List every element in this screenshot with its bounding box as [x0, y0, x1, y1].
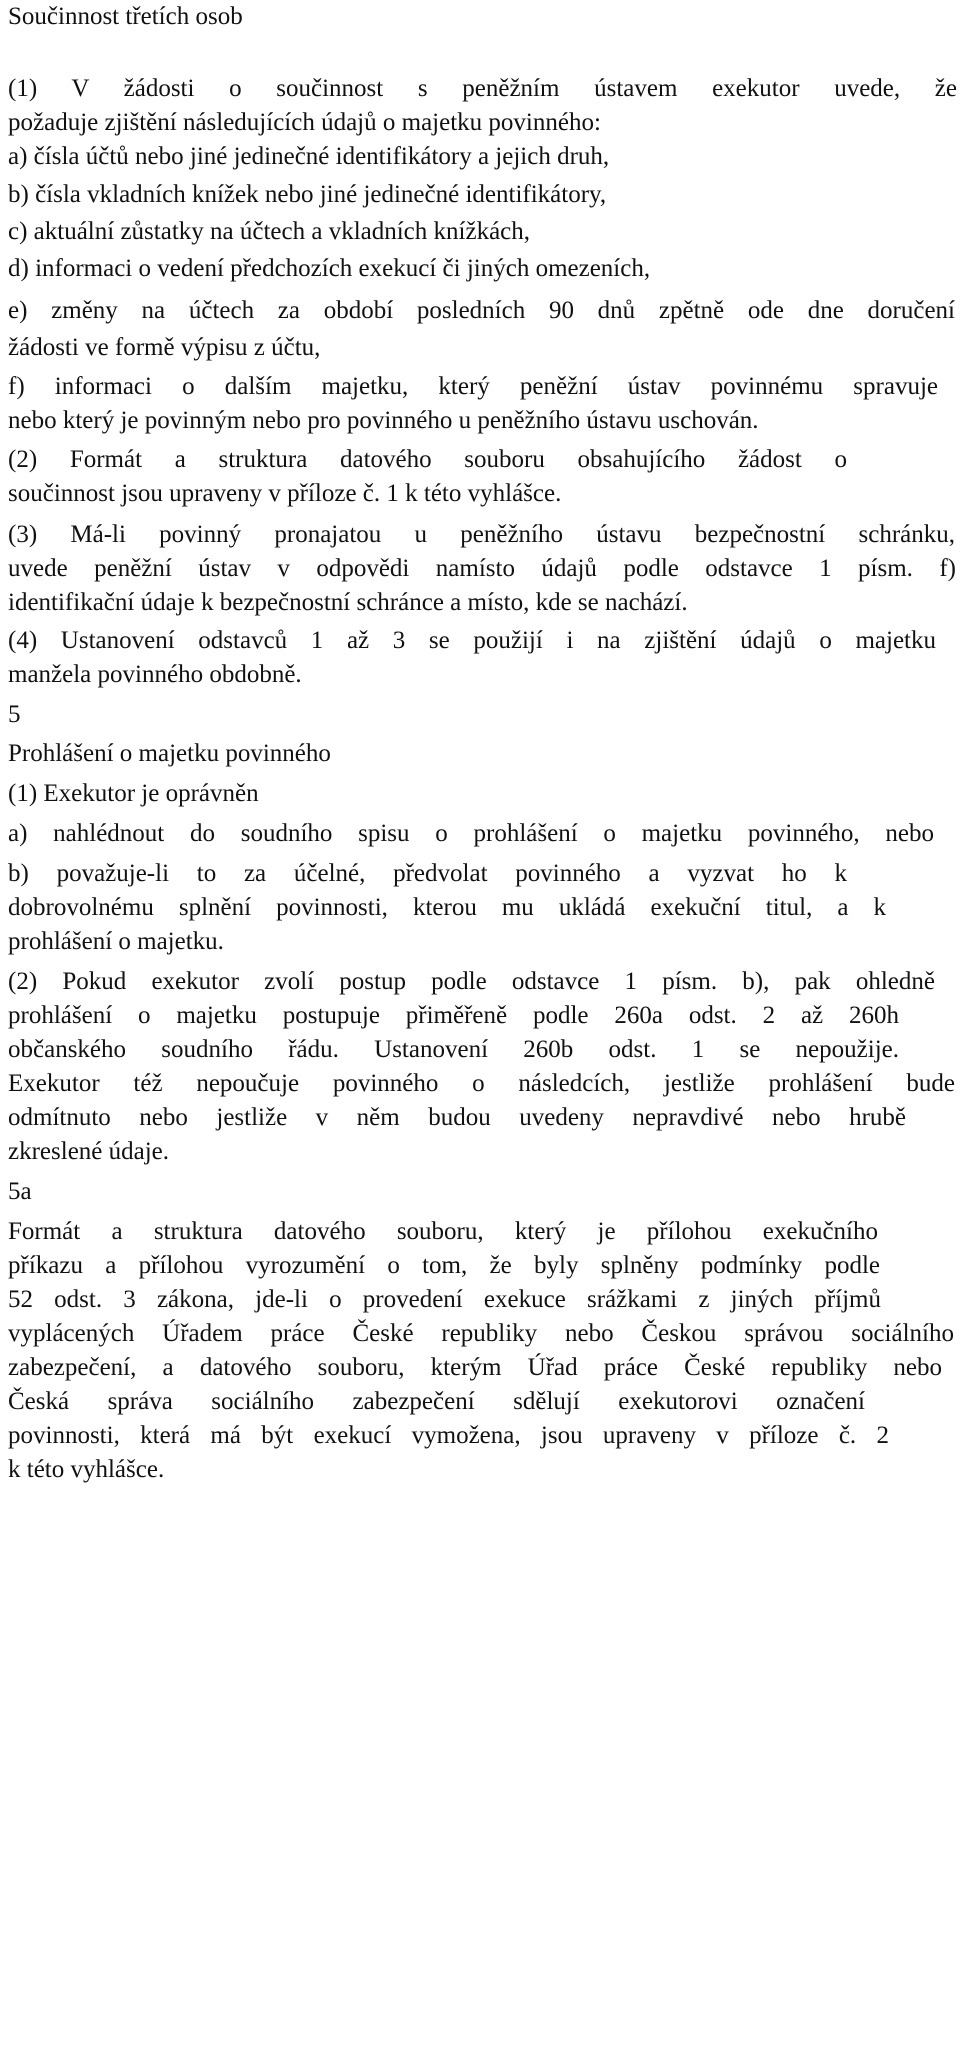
paragraph-line: dobrovolnému splnění povinnosti, kterou mu ukládá exekuční titul, a k: [8, 894, 886, 921]
paragraph-line: (2) Formát a struktura datového souboru obsahujícího žádost o: [8, 446, 847, 473]
paragraph-line: žádosti ve formě výpisu z účtu,: [8, 334, 321, 361]
paragraph-line: e) změny na účtech za období posledních 90 dnů zpětně ode dne doručení: [8, 297, 955, 324]
section-5a-number: 5a: [8, 1178, 32, 1205]
paragraph-line: zkreslené údaje.: [8, 1138, 170, 1165]
paragraph-line: prohlášení o majetku postupuje přiměřeně podle 260a odst. 2 až 260h: [8, 1002, 899, 1029]
paragraph-line: Formát a struktura datového souboru, který je přílohou exekučního: [8, 1218, 878, 1245]
paragraph-line: b) čísla vkladních knížek nebo jiné jedinečné identifikátory,: [8, 181, 607, 208]
paragraph-line: a) čísla účtů nebo jiné jedinečné identifikátory a jejich druh,: [8, 143, 610, 170]
paragraph-line: Exekutor též nepoučuje povinného o následcích, jestliže prohlášení bude: [8, 1070, 955, 1097]
paragraph-line: (2) Pokud exekutor zvolí postup podle odstavce 1 písm. b), pak ohledně: [8, 968, 935, 995]
paragraph-line: součinnost jsou upraveny v příloze č. 1 k této vyhlášce.: [8, 480, 562, 507]
paragraph-line: uvede peněžní ústav v odpovědi namísto údajů podle odstavce 1 písm. f): [8, 555, 956, 582]
paragraph-line: c) aktuální zůstatky na účtech a vkladních knížkách,: [8, 218, 531, 245]
section-heading: Součinnost třetích osob: [8, 3, 243, 30]
paragraph-line: 52 odst. 3 zákona, jde-li o provedení exekuce srážkami z jiných příjmů: [8, 1286, 881, 1313]
paragraph-line: Česká správa sociálního zabezpečení sdělují exekutorovi označení: [8, 1388, 865, 1415]
section-5-number: 5: [8, 701, 21, 728]
paragraph-line: (4) Ustanovení odstavců 1 až 3 se použijí i na zjištění údajů o majetku: [8, 627, 936, 654]
paragraph-line: d) informaci o vedení předchozích exekucí či jiných omezeních,: [8, 255, 651, 282]
paragraph-line: identifikační údaje k bezpečnostní schránce a místo, kde se nachází.: [8, 589, 688, 616]
paragraph-line: vyplácených Úřadem práce České republiky nebo Českou správou sociálního: [8, 1320, 954, 1347]
paragraph-line: povinnosti, která má být exekucí vymožena, jsou upraveny v příloze č. 2: [8, 1422, 889, 1449]
paragraph-line: prohlášení o majetku.: [8, 928, 224, 955]
paragraph-line: požaduje zjištění následujících údajů o majetku povinného:: [8, 109, 601, 136]
paragraph-line: odmítnuto nebo jestliže v něm budou uvedeny nepravdivé nebo hrubě: [8, 1104, 906, 1131]
paragraph-line: a) nahlédnout do soudního spisu o prohlášení o majetku povinného, nebo: [8, 820, 934, 847]
paragraph-line: nebo který je povinným nebo pro povinného u peněžního ústavu uschován.: [8, 407, 759, 434]
section-5-title: Prohlášení o majetku povinného: [8, 740, 331, 767]
paragraph-line: příkazu a přílohou vyrozumění o tom, že byly splněny podmínky podle: [8, 1252, 880, 1279]
paragraph-line: (1) V žádosti o součinnost s peněžním ústavem exekutor uvede, že: [8, 75, 957, 102]
paragraph-line: k této vyhlášce.: [8, 1456, 165, 1483]
paragraph-line: manžela povinného obdobně.: [8, 661, 302, 688]
paragraph-line: b) považuje-li to za účelné, předvolat povinného a vyzvat ho k: [8, 860, 847, 887]
paragraph-line: (1) Exekutor je oprávněn: [8, 780, 259, 807]
paragraph-line: (3) Má-li povinný pronajatou u peněžního ústavu bezpečnostní schránku,: [8, 521, 955, 548]
paragraph-line: f) informaci o dalším majetku, který peněžní ústav povinnému spravuje: [8, 373, 938, 400]
paragraph-line: občanského soudního řádu. Ustanovení 260b odst. 1 se nepoužije.: [8, 1036, 899, 1063]
paragraph-line: zabezpečení, a datového souboru, kterým Úřad práce České republiky nebo: [8, 1354, 942, 1381]
